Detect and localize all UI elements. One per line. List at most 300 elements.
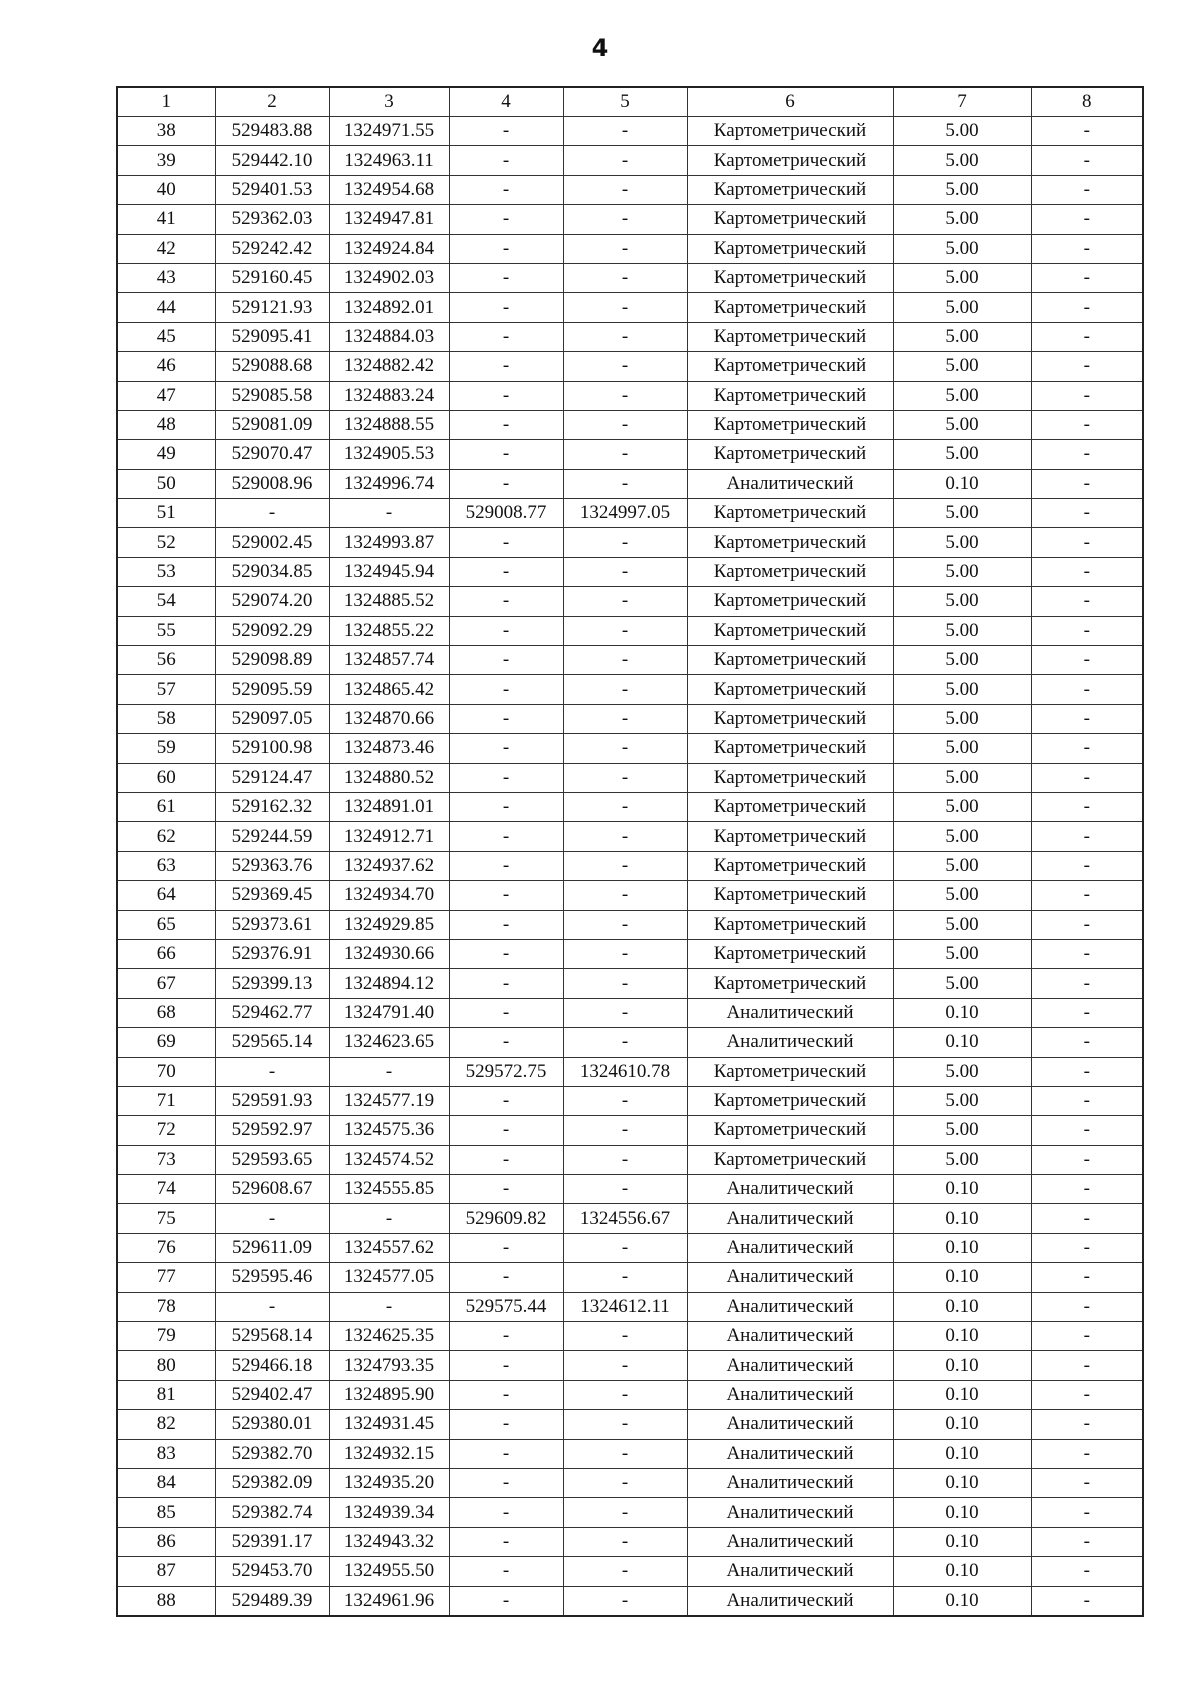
table-row bbox=[117, 851, 1143, 880]
table-cell: Картометрический bbox=[687, 792, 893, 821]
table-cell: - bbox=[449, 1116, 563, 1145]
table-cell: 42 bbox=[117, 234, 215, 263]
table-row bbox=[117, 616, 1143, 645]
table-row bbox=[117, 146, 1143, 175]
table-cell: - bbox=[449, 646, 563, 675]
table-cell: 58 bbox=[117, 704, 215, 733]
table-cell: - bbox=[563, 881, 687, 910]
table-cell: 5.00 bbox=[893, 851, 1031, 880]
table-cell: 88 bbox=[117, 1586, 215, 1616]
column-header: 4 bbox=[449, 87, 563, 117]
table-cell: 74 bbox=[117, 1175, 215, 1204]
table-cell: 1324902.03 bbox=[329, 263, 449, 292]
table-cell: 1324577.05 bbox=[329, 1263, 449, 1292]
table-cell: - bbox=[1031, 1322, 1143, 1351]
column-header: 7 bbox=[893, 87, 1031, 117]
table-cell: - bbox=[1031, 734, 1143, 763]
table-cell: 1324623.65 bbox=[329, 1028, 449, 1057]
table-cell: Картометрический bbox=[687, 293, 893, 322]
table-cell: - bbox=[1031, 117, 1143, 146]
table-row bbox=[117, 234, 1143, 263]
table-cell: 529568.14 bbox=[215, 1322, 329, 1351]
table-cell: Аналитический bbox=[687, 1351, 893, 1380]
table-cell: 1324912.71 bbox=[329, 822, 449, 851]
table-cell: - bbox=[449, 381, 563, 410]
table-cell: 529034.85 bbox=[215, 557, 329, 586]
table-cell: 5.00 bbox=[893, 1057, 1031, 1086]
table-cell: Картометрический bbox=[687, 969, 893, 998]
table-cell: - bbox=[563, 440, 687, 469]
table-cell: 529008.77 bbox=[449, 499, 563, 528]
table-cell: 5.00 bbox=[893, 205, 1031, 234]
table-row bbox=[117, 822, 1143, 851]
table-cell: 1324855.22 bbox=[329, 616, 449, 645]
table-cell: - bbox=[449, 969, 563, 998]
table-cell: - bbox=[215, 1292, 329, 1321]
table-cell: - bbox=[1031, 1527, 1143, 1556]
table-cell: - bbox=[449, 851, 563, 880]
table-cell: Аналитический bbox=[687, 1586, 893, 1616]
table-cell: - bbox=[563, 792, 687, 821]
table-row bbox=[117, 263, 1143, 292]
table-cell: 529081.09 bbox=[215, 410, 329, 439]
table-cell: - bbox=[1031, 1557, 1143, 1586]
table-cell: - bbox=[1031, 528, 1143, 557]
table-cell: - bbox=[449, 263, 563, 292]
table-cell: 5.00 bbox=[893, 822, 1031, 851]
table-cell: 1324934.70 bbox=[329, 881, 449, 910]
table-cell: 0.10 bbox=[893, 1233, 1031, 1262]
table-cell: - bbox=[449, 557, 563, 586]
table-row bbox=[117, 763, 1143, 792]
table-row bbox=[117, 1145, 1143, 1174]
table-cell: 5.00 bbox=[893, 939, 1031, 968]
table-cell: - bbox=[329, 1292, 449, 1321]
table-cell: 64 bbox=[117, 881, 215, 910]
table-row bbox=[117, 1233, 1143, 1262]
table-cell: 68 bbox=[117, 998, 215, 1027]
table-cell: - bbox=[1031, 1145, 1143, 1174]
table-cell: 529611.09 bbox=[215, 1233, 329, 1262]
table-cell: - bbox=[563, 1410, 687, 1439]
table-cell: 5.00 bbox=[893, 646, 1031, 675]
table-row bbox=[117, 117, 1143, 146]
table-row bbox=[117, 293, 1143, 322]
column-header: 3 bbox=[329, 87, 449, 117]
table-cell: 529100.98 bbox=[215, 734, 329, 763]
table-cell: 1324873.46 bbox=[329, 734, 449, 763]
table-cell: Аналитический bbox=[687, 1322, 893, 1351]
table-cell: 48 bbox=[117, 410, 215, 439]
table-cell: Картометрический bbox=[687, 557, 893, 586]
table-cell: 1324905.53 bbox=[329, 440, 449, 469]
table-cell: - bbox=[563, 205, 687, 234]
table-row bbox=[117, 881, 1143, 910]
table-cell: 1324610.78 bbox=[563, 1057, 687, 1086]
table-cell: 1324865.42 bbox=[329, 675, 449, 704]
table-row bbox=[117, 939, 1143, 968]
table-cell: 0.10 bbox=[893, 1586, 1031, 1616]
table-cell: 1324892.01 bbox=[329, 293, 449, 322]
table-cell: - bbox=[449, 1439, 563, 1468]
table-cell: - bbox=[449, 322, 563, 351]
table-row bbox=[117, 587, 1143, 616]
table-cell: 55 bbox=[117, 616, 215, 645]
table-cell: - bbox=[1031, 646, 1143, 675]
table-cell: 529124.47 bbox=[215, 763, 329, 792]
table-row bbox=[117, 205, 1143, 234]
table-row bbox=[117, 440, 1143, 469]
table-cell: 1324791.40 bbox=[329, 998, 449, 1027]
table-cell: 84 bbox=[117, 1468, 215, 1497]
table-cell: 49 bbox=[117, 440, 215, 469]
table-cell: Аналитический bbox=[687, 1557, 893, 1586]
table-cell: 1324963.11 bbox=[329, 146, 449, 175]
table-cell: 73 bbox=[117, 1145, 215, 1174]
table-cell: - bbox=[1031, 1292, 1143, 1321]
table-cell: 5.00 bbox=[893, 410, 1031, 439]
table-cell: - bbox=[1031, 1351, 1143, 1380]
table-cell: - bbox=[449, 822, 563, 851]
table-cell: Картометрический bbox=[687, 616, 893, 645]
table-cell: - bbox=[563, 1322, 687, 1351]
table-cell: 1324945.94 bbox=[329, 557, 449, 586]
table-cell: - bbox=[449, 881, 563, 910]
table-cell: - bbox=[449, 939, 563, 968]
table-cell: 52 bbox=[117, 528, 215, 557]
table-cell: - bbox=[1031, 1204, 1143, 1233]
table-cell: - bbox=[449, 910, 563, 939]
table-cell: - bbox=[449, 410, 563, 439]
table-cell: - bbox=[449, 1498, 563, 1527]
table-cell: 0.10 bbox=[893, 1498, 1031, 1527]
table-cell: - bbox=[563, 1116, 687, 1145]
table-cell: - bbox=[1031, 499, 1143, 528]
table-cell: - bbox=[449, 1233, 563, 1262]
table-cell: 0.10 bbox=[893, 1175, 1031, 1204]
table-cell: 5.00 bbox=[893, 763, 1031, 792]
table-cell: 529162.32 bbox=[215, 792, 329, 821]
column-header: 6 bbox=[687, 87, 893, 117]
table-cell: 1324931.45 bbox=[329, 1410, 449, 1439]
table-cell: Картометрический bbox=[687, 734, 893, 763]
table-cell: - bbox=[1031, 322, 1143, 351]
table-cell: 529592.97 bbox=[215, 1116, 329, 1145]
table-cell: 529609.82 bbox=[449, 1204, 563, 1233]
table-cell: - bbox=[449, 234, 563, 263]
table-cell: 47 bbox=[117, 381, 215, 410]
table-cell: 5.00 bbox=[893, 146, 1031, 175]
table-cell: - bbox=[449, 1586, 563, 1616]
table-cell: 39 bbox=[117, 146, 215, 175]
table-cell: Аналитический bbox=[687, 1204, 893, 1233]
table-cell: 529402.47 bbox=[215, 1380, 329, 1409]
table-cell: - bbox=[449, 440, 563, 469]
table-cell: - bbox=[449, 1410, 563, 1439]
table-cell: - bbox=[1031, 1028, 1143, 1057]
table-cell: - bbox=[1031, 822, 1143, 851]
table-cell: 529608.67 bbox=[215, 1175, 329, 1204]
table-cell: - bbox=[563, 175, 687, 204]
table-cell: 1324993.87 bbox=[329, 528, 449, 557]
table-cell: 53 bbox=[117, 557, 215, 586]
table-cell: - bbox=[1031, 1175, 1143, 1204]
table-cell: - bbox=[1031, 792, 1143, 821]
table-row bbox=[117, 1263, 1143, 1292]
table-cell: 5.00 bbox=[893, 381, 1031, 410]
table-cell: - bbox=[1031, 851, 1143, 880]
table-cell: Картометрический bbox=[687, 587, 893, 616]
table-row bbox=[117, 557, 1143, 586]
table-cell: - bbox=[563, 352, 687, 381]
table-cell: 1324883.24 bbox=[329, 381, 449, 410]
table-row bbox=[117, 675, 1143, 704]
table-cell: - bbox=[329, 1057, 449, 1086]
table-cell: - bbox=[563, 234, 687, 263]
table-cell: 1324557.62 bbox=[329, 1233, 449, 1262]
table-cell: 51 bbox=[117, 499, 215, 528]
table-cell: - bbox=[1031, 939, 1143, 968]
table-cell: 5.00 bbox=[893, 910, 1031, 939]
table-cell: 529244.59 bbox=[215, 822, 329, 851]
table-cell: - bbox=[1031, 293, 1143, 322]
table-row bbox=[117, 381, 1143, 410]
table-cell: 5.00 bbox=[893, 675, 1031, 704]
table-cell: 1324939.34 bbox=[329, 1498, 449, 1527]
table-row bbox=[117, 1116, 1143, 1145]
table-cell: 1324870.66 bbox=[329, 704, 449, 733]
table-cell: 529085.58 bbox=[215, 381, 329, 410]
table-cell: 62 bbox=[117, 822, 215, 851]
table-cell: - bbox=[449, 1028, 563, 1057]
table-cell: 70 bbox=[117, 1057, 215, 1086]
table-cell: Аналитический bbox=[687, 1292, 893, 1321]
table-cell: 529565.14 bbox=[215, 1028, 329, 1057]
table-cell: - bbox=[449, 469, 563, 498]
table-cell: - bbox=[1031, 675, 1143, 704]
table-cell: 5.00 bbox=[893, 440, 1031, 469]
table-cell: 529098.89 bbox=[215, 646, 329, 675]
table-cell: 76 bbox=[117, 1233, 215, 1262]
table-cell: 1324996.74 bbox=[329, 469, 449, 498]
table-row bbox=[117, 1292, 1143, 1321]
table-cell: - bbox=[563, 1233, 687, 1262]
table-cell: 529391.17 bbox=[215, 1527, 329, 1556]
table-cell: 5.00 bbox=[893, 234, 1031, 263]
table-cell: - bbox=[563, 469, 687, 498]
table-cell: Картометрический bbox=[687, 939, 893, 968]
table-cell: - bbox=[563, 1263, 687, 1292]
table-cell: 57 bbox=[117, 675, 215, 704]
table-cell: 1324625.35 bbox=[329, 1322, 449, 1351]
table-cell: - bbox=[1031, 146, 1143, 175]
table-cell: 63 bbox=[117, 851, 215, 880]
table-cell: - bbox=[563, 1145, 687, 1174]
table-row bbox=[117, 1439, 1143, 1468]
table-cell: - bbox=[1031, 410, 1143, 439]
table-cell: - bbox=[1031, 969, 1143, 998]
page-number: 4 bbox=[591, 34, 609, 62]
table-row bbox=[117, 1057, 1143, 1086]
table-cell: - bbox=[1031, 557, 1143, 586]
table-cell: 1324955.50 bbox=[329, 1557, 449, 1586]
table-cell: Картометрический bbox=[687, 381, 893, 410]
table-cell: 45 bbox=[117, 322, 215, 351]
table-cell: - bbox=[563, 1468, 687, 1497]
table-cell: - bbox=[449, 175, 563, 204]
table-cell: - bbox=[449, 117, 563, 146]
table-row bbox=[117, 1586, 1143, 1616]
table-cell: 46 bbox=[117, 352, 215, 381]
table-cell: Картометрический bbox=[687, 234, 893, 263]
table-cell: 529363.76 bbox=[215, 851, 329, 880]
table-cell: 1324884.03 bbox=[329, 322, 449, 351]
table-cell: - bbox=[563, 381, 687, 410]
table-cell: 5.00 bbox=[893, 1145, 1031, 1174]
table-cell: - bbox=[563, 822, 687, 851]
table-cell: - bbox=[563, 410, 687, 439]
table-cell: 65 bbox=[117, 910, 215, 939]
table-cell: 0.10 bbox=[893, 1322, 1031, 1351]
table-row bbox=[117, 1410, 1143, 1439]
table-cell: 0.10 bbox=[893, 1028, 1031, 1057]
table-cell: 5.00 bbox=[893, 881, 1031, 910]
table-cell: 81 bbox=[117, 1380, 215, 1409]
table-cell: 5.00 bbox=[893, 1086, 1031, 1115]
table-cell: 529095.59 bbox=[215, 675, 329, 704]
table-cell: 5.00 bbox=[893, 557, 1031, 586]
table-cell: - bbox=[1031, 881, 1143, 910]
table-cell: - bbox=[1031, 234, 1143, 263]
table-cell: - bbox=[1031, 469, 1143, 498]
table-cell: 529095.41 bbox=[215, 322, 329, 351]
table-cell: 0.10 bbox=[893, 1380, 1031, 1409]
table-row bbox=[117, 528, 1143, 557]
table-cell: 0.10 bbox=[893, 1468, 1031, 1497]
table-cell: 529362.03 bbox=[215, 205, 329, 234]
table-cell: - bbox=[449, 528, 563, 557]
table-cell: 1324880.52 bbox=[329, 763, 449, 792]
table-cell: 1324935.20 bbox=[329, 1468, 449, 1497]
table-cell: Картометрический bbox=[687, 851, 893, 880]
table-cell: 5.00 bbox=[893, 734, 1031, 763]
table-cell: Картометрический bbox=[687, 410, 893, 439]
table-cell: 1324575.36 bbox=[329, 1116, 449, 1145]
table-cell: - bbox=[563, 1439, 687, 1468]
table-cell: - bbox=[1031, 1380, 1143, 1409]
table-cell: 529483.88 bbox=[215, 117, 329, 146]
table-row bbox=[117, 734, 1143, 763]
table-cell: Картометрический bbox=[687, 881, 893, 910]
table-cell: 529462.77 bbox=[215, 998, 329, 1027]
table-cell: 529382.74 bbox=[215, 1498, 329, 1527]
table-cell: 529092.29 bbox=[215, 616, 329, 645]
table-cell: - bbox=[563, 939, 687, 968]
table-cell: 77 bbox=[117, 1263, 215, 1292]
table-cell: 1324930.66 bbox=[329, 939, 449, 968]
table-cell: - bbox=[449, 792, 563, 821]
table-cell: - bbox=[449, 1380, 563, 1409]
table-cell: - bbox=[1031, 998, 1143, 1027]
table-cell: 0.10 bbox=[893, 1439, 1031, 1468]
table-cell: 0.10 bbox=[893, 1204, 1031, 1233]
table-cell: - bbox=[563, 322, 687, 351]
table-cell: 83 bbox=[117, 1439, 215, 1468]
table-cell: - bbox=[1031, 616, 1143, 645]
table-cell: 85 bbox=[117, 1498, 215, 1527]
table-cell: - bbox=[329, 1204, 449, 1233]
table-cell: 529399.13 bbox=[215, 969, 329, 998]
table-cell: Аналитический bbox=[687, 1028, 893, 1057]
table-cell: - bbox=[563, 1175, 687, 1204]
table-cell: 529369.45 bbox=[215, 881, 329, 910]
table-row bbox=[117, 998, 1143, 1027]
table-cell: Картометрический bbox=[687, 910, 893, 939]
table-cell: 1324895.90 bbox=[329, 1380, 449, 1409]
table-cell: - bbox=[563, 998, 687, 1027]
table-cell: - bbox=[563, 557, 687, 586]
column-header: 1 bbox=[117, 87, 215, 117]
table-cell: Картометрический bbox=[687, 322, 893, 351]
table-cell: Аналитический bbox=[687, 1263, 893, 1292]
table-cell: - bbox=[449, 998, 563, 1027]
table-cell: 529376.91 bbox=[215, 939, 329, 968]
table-cell: 5.00 bbox=[893, 322, 1031, 351]
table-cell: 1324947.81 bbox=[329, 205, 449, 234]
table-cell: 75 bbox=[117, 1204, 215, 1233]
table-cell: - bbox=[449, 763, 563, 792]
table-cell: - bbox=[449, 1351, 563, 1380]
table-row bbox=[117, 910, 1143, 939]
table-cell: Аналитический bbox=[687, 1498, 893, 1527]
table-cell: 0.10 bbox=[893, 998, 1031, 1027]
table-cell: - bbox=[563, 263, 687, 292]
table-row bbox=[117, 1322, 1143, 1351]
table-cell: 71 bbox=[117, 1086, 215, 1115]
table-cell: 1324943.32 bbox=[329, 1527, 449, 1556]
table-cell: Картометрический bbox=[687, 1145, 893, 1174]
table-cell: - bbox=[449, 587, 563, 616]
table-cell: 1324929.85 bbox=[329, 910, 449, 939]
table-cell: 1324924.84 bbox=[329, 234, 449, 263]
table-cell: - bbox=[449, 1468, 563, 1497]
table-row bbox=[117, 175, 1143, 204]
table-cell: Картометрический bbox=[687, 263, 893, 292]
table-cell: 1324891.01 bbox=[329, 792, 449, 821]
table-cell: 5.00 bbox=[893, 528, 1031, 557]
table-cell: 1324577.19 bbox=[329, 1086, 449, 1115]
table-cell: Картометрический bbox=[687, 1116, 893, 1145]
table-cell: - bbox=[1031, 587, 1143, 616]
column-header: 5 bbox=[563, 87, 687, 117]
table-cell: 1324932.15 bbox=[329, 1439, 449, 1468]
table-cell: 59 bbox=[117, 734, 215, 763]
table-cell: Аналитический bbox=[687, 1527, 893, 1556]
table-cell: - bbox=[1031, 381, 1143, 410]
table-cell: Картометрический bbox=[687, 1086, 893, 1115]
table-cell: Картометрический bbox=[687, 646, 893, 675]
table-cell: - bbox=[563, 910, 687, 939]
table-row bbox=[117, 352, 1143, 381]
table-cell: - bbox=[563, 616, 687, 645]
table-cell: 1324556.67 bbox=[563, 1204, 687, 1233]
table-cell: 1324793.35 bbox=[329, 1351, 449, 1380]
table-cell: 78 bbox=[117, 1292, 215, 1321]
table-cell: 1324885.52 bbox=[329, 587, 449, 616]
table-cell: - bbox=[1031, 1439, 1143, 1468]
table-row bbox=[117, 1527, 1143, 1556]
table-cell: 5.00 bbox=[893, 587, 1031, 616]
